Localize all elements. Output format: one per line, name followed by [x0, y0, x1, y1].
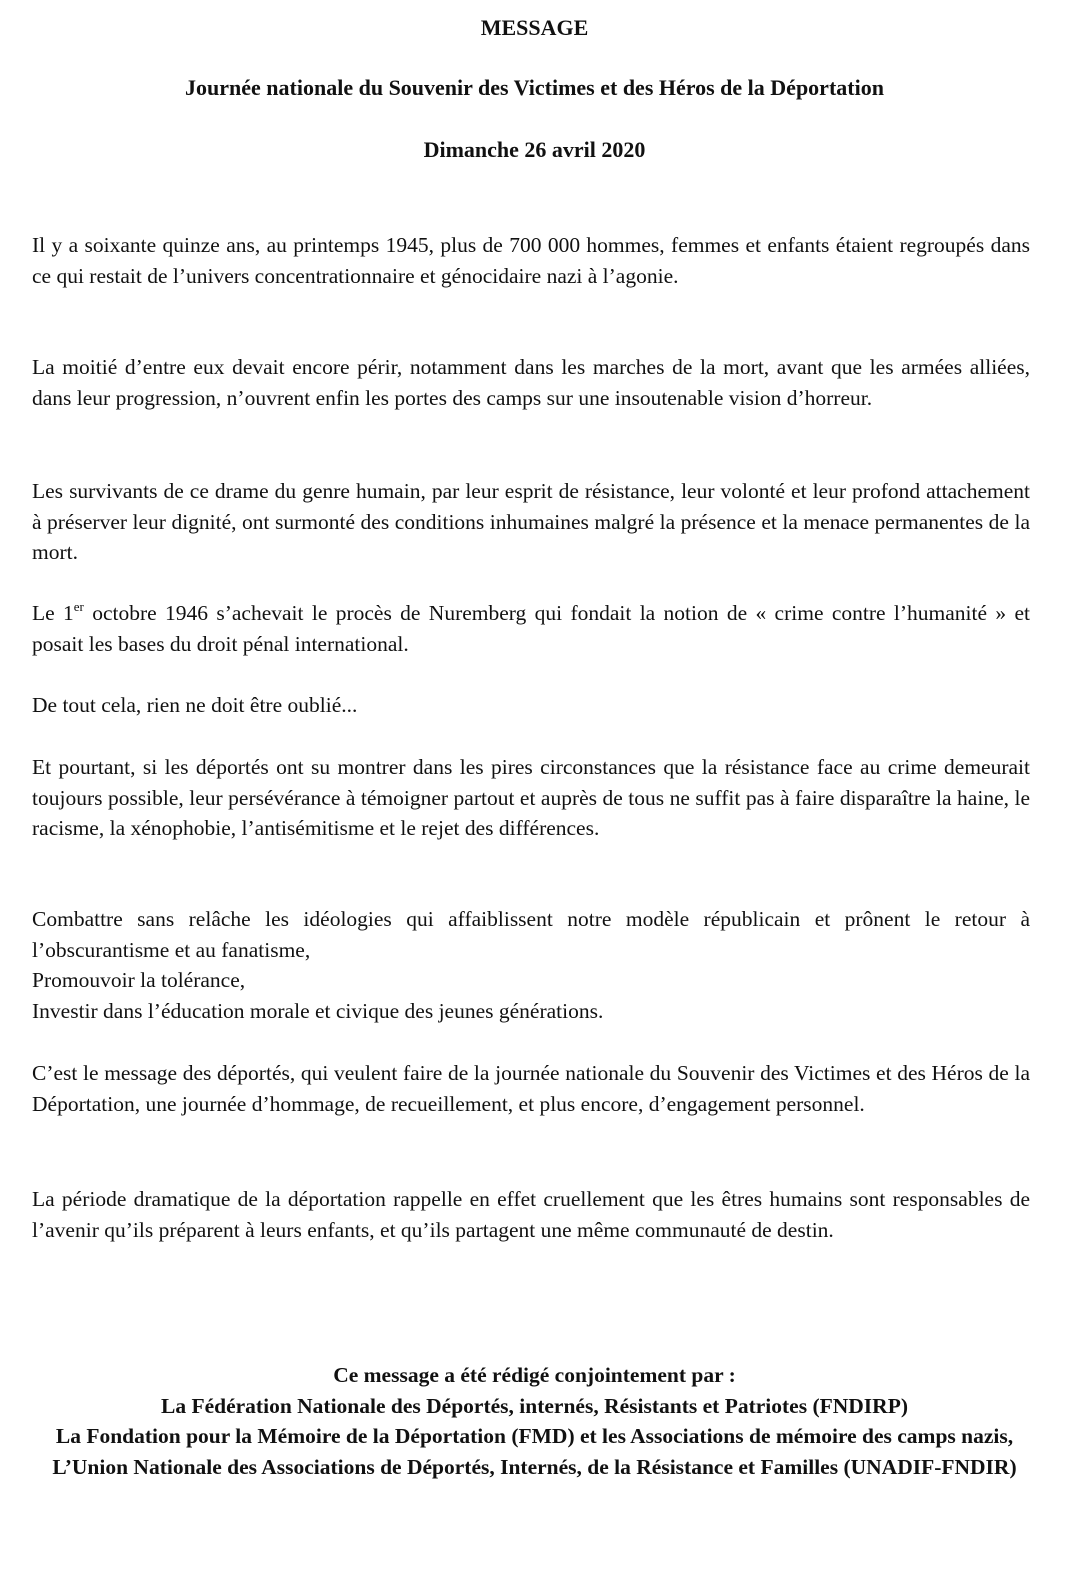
paragraph-6: Et pourtant, si les déportés ont su montrer dans les pires circonstances que la résistance face au crime demeurait toujours possible, leur persévérance à témoigner partout et auprès de tous ne suffit pas à faire disparaître la haine, le racisme, la xénophobie, l’antisémitisme et le rejet des différences. — [32, 755, 1030, 840]
ordinal-suffix: er — [73, 598, 84, 614]
signatories-block — [20, 1360, 1049, 1482]
paragraph-7-line-2: Promouvoir la tolérance, — [32, 968, 246, 992]
paragraph-4-start: Le 1 — [32, 601, 74, 625]
document-title: MESSAGE — [480, 15, 589, 40]
paragraph-8: C’est le message des déportés, qui veulent faire de la journée nationale du Souvenir des Victimes et des Héros de la Déportation, une journée d’hommage, de recueillement, et plus encore, d’engagement personnel. — [32, 1061, 1030, 1116]
paragraph-7-line-3: Investir dans l’éducation morale et civique des jeunes générations. — [32, 998, 604, 1023]
document-subtitle: Journée nationale du Souvenir des Victimes et des Héros de la Déportation — [185, 75, 884, 100]
signatory-fndirp: La Fédération Nationale des Déportés, internés, Résistants et Patriotes (FNDIRP) — [161, 1393, 908, 1418]
paragraph-4-rest: octobre 1946 s’achevait le procès de Nuremberg qui fondait la notion de « crime contre l’humanité » et posait les bases du droit pénal international. — [32, 601, 1030, 656]
paragraph-4 — [32, 598, 1030, 659]
paragraph-5: De tout cela, rien ne doit être oublié... — [32, 693, 358, 717]
paragraph-1: Il y a soixante quinze ans, au printemps 1945, plus de 700 000 hommes, femmes et enfants étaient regroupés dans ce qui restait de l’univers concentrationnaire et génocidaire nazi à l’agonie. — [32, 233, 1030, 288]
paragraph-2: La moitié d’entre eux devait encore périr, notamment dans les marches de la mort, avant que les armées alliées, dans leur progression, n’ouvrent enfin les portes des camps sur une insoutenable vision d’horreur. — [32, 355, 1030, 410]
signatories-intro: Ce message a été rédigé conjointement par : — [333, 1363, 736, 1387]
paragraph-3: Les survivants de ce drame du genre humain, par leur esprit de résistance, leur volonté et leur profond attachement à préserver leur dignité, ont surmonté des conditions inhumaines malgré la présence et la menace permanentes de la mort. — [32, 479, 1030, 564]
signatory-unadif: L’Union Nationale des Associations de Déportés, Internés, de la Résistance et Familles (UNADIF-FNDIR) — [52, 1454, 1017, 1479]
document-date: Dimanche 26 avril 2020 — [423, 137, 646, 162]
paragraph-7 — [32, 904, 1030, 1026]
paragraph-7-line-1: Combattre sans relâche les idéologies qui affaiblissent notre modèle républicain et prônent le retour à l’obscurantisme et au fanatisme, — [32, 907, 1030, 962]
signatory-fmd: La Fondation pour la Mémoire de la Déportation (FMD) et les Associations de mémoire des camps nazis, — [55, 1424, 1014, 1448]
paragraph-9: La période dramatique de la déportation rappelle en effet cruellement que les êtres humains sont responsables de l’avenir qu’ils préparent à leurs enfants, et qu’ils partagent une même communauté de destin. — [32, 1187, 1030, 1242]
